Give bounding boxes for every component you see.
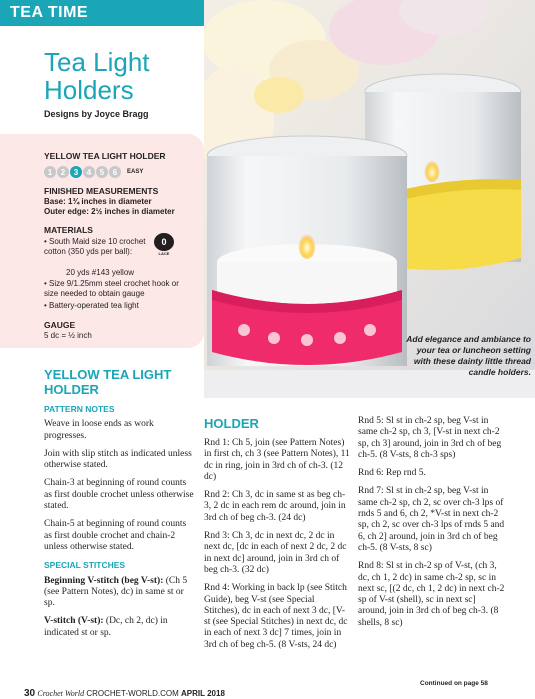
- magazine-site: CROCHET-WORLD.COM: [86, 689, 179, 698]
- round-instruction: Rnd 5: Sl st in ch-2 sp, beg V-st in same ch-2 sp, ch 3, [V-st in next ch-2 sp, ch 3] around, join in 3rd ch of beg ch-5. (8 V-sts, 8 ch-3 sps): [358, 416, 502, 460]
- materials-heading: MATERIALS: [44, 225, 93, 235]
- skill-level: [44, 166, 143, 178]
- material-item: • South Maid size 10 crochet cotton (350 yds per ball):: [44, 237, 146, 256]
- pattern-note: Weave in loose ends as work progresses.: [44, 419, 154, 441]
- special-stitch: [44, 576, 196, 610]
- photo-caption: Add elegance and ambiance to your tea or luncheon setting with these dainty little thread candle holders.: [406, 334, 531, 377]
- skill-label: EASY: [127, 169, 144, 175]
- round-instruction: Rnd 8: Sl st in ch-2 sp of V-st, (ch 3, dc, ch 1, 2 dc) in same ch-2 sp, sc in next sc, [(2 dc, ch 1, 2 dc) in next ch-2 sp of V-st (shell), sc in next sc] around, join in 3rd ch of beg ch-3. (8 shells, 8 sc): [358, 561, 505, 628]
- material-item: 20 yds #143 yellow: [66, 268, 135, 277]
- yarn-weight-number: 0: [154, 233, 174, 251]
- article-title: Tea Light Holders: [44, 47, 150, 105]
- stitch-name: Beginning V-stitch (beg V-st):: [44, 575, 164, 586]
- material-item: • Battery-operated tea light: [44, 301, 139, 310]
- round-instruction: Rnd 7: Sl st in ch-2 sp, beg V-st in same ch-2 sp, ch 2, sc over ch-3 lps of rnds 5 and 6, ch 2, *V-st in next ch-2 sp, ch 2, sc over ch-3 lps of rnds 5 and 6, ch 2] around, join in 3rd ch of beg ch-5. (8 V-sts, 8 sc): [358, 486, 505, 553]
- pattern-note: Chain-3 at beginning of round counts as first double crochet unless otherwise stated.: [44, 478, 194, 512]
- gauge-value: 5 dc = ½ inch: [44, 331, 92, 340]
- stitch-text: (Ch 5 (see Pattern Notes), dc) in same st or sp.: [44, 575, 188, 609]
- column-one: [44, 367, 196, 646]
- skill-dot: 6: [109, 166, 121, 178]
- finished-heading: FINISHED MEASUREMENTS: [44, 186, 159, 196]
- gauge-heading: GAUGE: [44, 320, 76, 330]
- skill-dot: 2: [57, 166, 69, 178]
- byline: Designs by Joyce Bragg: [44, 109, 149, 119]
- skill-dot-active: 3: [70, 166, 82, 178]
- issue-date: APRIL 2018: [181, 689, 225, 698]
- skill-dot: 4: [83, 166, 95, 178]
- round-instruction: Rnd 6: Rep rnd 5.: [358, 468, 426, 479]
- round-instruction: Rnd 2: Ch 3, dc in same st as beg ch-3, 2 dc in each rem dc around, join in 3rd ch of beg ch-3. (24 dc): [204, 490, 346, 523]
- page-footer: [24, 688, 225, 699]
- project-name: YELLOW TEA LIGHT HOLDER: [44, 151, 166, 161]
- continued-note: Continued on page 58: [420, 680, 488, 687]
- section-heading: YELLOW TEA LIGHT HOLDER: [44, 367, 172, 397]
- material-item: • Size 9/1.25mm steel crochet hook or size needed to obtain gauge: [44, 279, 179, 298]
- round-instruction: Rnd 1: Ch 5, join (see Pattern Notes) in first ch, ch 3 (see Pattern Notes), 11 dc in ring, join in 3rd ch of ch-3. (12 dc): [204, 438, 350, 482]
- holder-heading: HOLDER: [204, 416, 259, 431]
- base-measurement: Base: 1¾ inches in diameter: [44, 197, 152, 206]
- page-number: 30: [24, 688, 36, 699]
- outer-measurement: Outer edge: 2½ inches in diameter: [44, 207, 175, 216]
- special-stitches-heading: SPECIAL STITCHES: [44, 560, 126, 571]
- pattern-note: Join with slip stitch as indicated unless otherwise stated.: [44, 448, 192, 471]
- yarn-weight-label: LACE: [158, 251, 170, 256]
- round-instruction: Rnd 4: Working in back lp (see Stitch Guide), beg V-st (see Special Stitches), dc in each of next 3 dc, [V-st (see Special Stitches) in next dc, dc in each of next 3 dc] 7 times, join in 3rd ch of beg ch-5. (8 V-sts, 24 dc): [204, 583, 348, 650]
- round-instruction: Rnd 3: Ch 3, dc in next dc, 2 dc in next dc, [dc in each of next 2 dc, 2 dc in next dc] around, join in 3rd ch of beg ch-3. (32 dc): [204, 531, 347, 575]
- stitch-text: (Dc, ch 2, dc) in indicated st or sp.: [44, 616, 168, 638]
- section-tag: TEA TIME: [10, 4, 89, 21]
- skill-dot: 5: [96, 166, 108, 178]
- magazine-name: Crochet World: [37, 689, 85, 698]
- pattern-notes-heading: PATTERN NOTES: [44, 404, 115, 414]
- skill-dot: 1: [44, 166, 56, 178]
- section-header-band: [0, 0, 204, 26]
- yarn-weight-icon: [154, 233, 174, 259]
- special-stitch: [44, 616, 196, 639]
- column-two: [204, 416, 350, 658]
- stitch-name: V-stitch (V-st):: [44, 616, 104, 627]
- pattern-note: Chain-5 at beginning of round counts as first double crochet and chain-2 unless otherwise stated.: [44, 519, 187, 552]
- column-three: [358, 416, 506, 636]
